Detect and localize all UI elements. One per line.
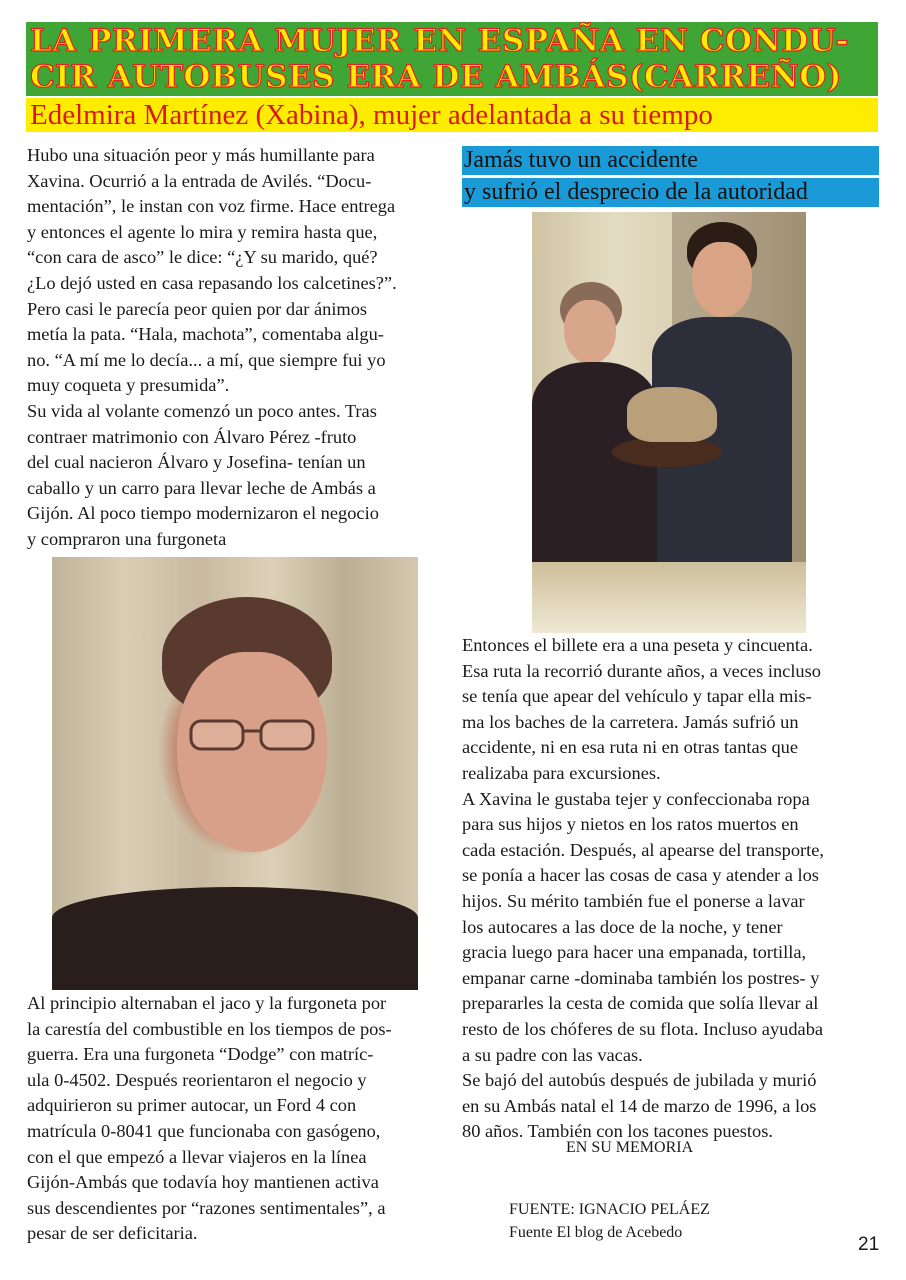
text-line: Su vida al volante comenzó un poco antes. Tras — [27, 400, 377, 421]
text-line: cada estación. Después, al apearse del transporte, — [462, 839, 825, 860]
text-line: metía la pata. “Hala, machota”, comentaba algu- — [27, 324, 384, 345]
text-line: accidente, ni en esa ruta ni en otras tantas que — [462, 737, 798, 758]
text-line: caballo y un carro para llevar leche de Ambás a — [27, 477, 376, 498]
text-line: realizaba para excursiones. — [462, 762, 661, 783]
left-column-bottom-text — [27, 991, 392, 1247]
text-line: A Xavina le gustaba tejer y confeccionaba ropa — [462, 788, 810, 809]
text-line: empanar carne -dominaba también los postres- y — [462, 967, 820, 988]
text-line: mentación”, le instan con voz firme. Hace entrega — [27, 196, 396, 217]
text-line: Esa ruta la recorrió durante años, a veces incluso — [462, 660, 821, 681]
highlight-line-1: Jamás tuvo un accidente — [464, 147, 698, 173]
text-line: en su Ambás natal el 14 de marzo de 1996, a los — [462, 1095, 817, 1116]
photo-woman-face — [564, 300, 616, 364]
photo-man-face — [692, 242, 752, 317]
right-column-text — [462, 633, 824, 1145]
source-credit: FUENTE: IGNACIO PELÁEZ — [509, 1201, 710, 1218]
text-line: gracia luego para hacer una empanada, tortilla, — [462, 942, 807, 963]
text-line: sus descendientes por “razones sentimentales”, a — [27, 1197, 386, 1218]
blog-credit: Fuente El blog de Acebedo — [509, 1224, 683, 1241]
text-line: y compraron una furgoneta — [27, 528, 227, 549]
text-line: se ponía a hacer las cosas de casa y atender a los — [462, 865, 819, 886]
photo-glasses — [187, 717, 317, 753]
text-line: los autocares a las doce de la noche, y tener — [462, 916, 783, 937]
page-number: 21 — [858, 1234, 880, 1255]
highlight-bar-2 — [462, 178, 879, 207]
text-line: para sus hijos y nietos en los ratos muertos en — [462, 814, 799, 835]
text-line: ma los baches de la carretera. Jamás sufrió un — [462, 711, 799, 732]
text-line: y entonces el agente lo mira y remira hasta que, — [27, 221, 378, 242]
subtitle-band — [26, 98, 878, 132]
title-band — [26, 22, 878, 96]
text-line: muy coqueta y presumida”. — [27, 375, 230, 396]
text-line: Se bajó del autobús después de jubilada y murió — [462, 1070, 817, 1091]
text-line: Hubo una situación peor y más humillante para — [27, 145, 375, 165]
headline-line-1: LA PRIMERA MUJER EN ESPAÑA EN CONDU- — [30, 23, 850, 59]
photo-flowers — [532, 562, 806, 633]
text-line: 80 años. También con los tacones puestos. — [462, 1121, 773, 1142]
portrait-photo — [52, 557, 418, 990]
text-line: hijos. Su mérito también fue el ponerse a lavar — [462, 890, 805, 911]
text-line: Gijón-Ambás que todavía hoy mantienen activa — [27, 1172, 379, 1193]
text-line: del cual nacieron Álvaro y Josefina- tenían un — [27, 452, 366, 473]
text-line: pesar de ser deficitaria. — [27, 1223, 198, 1244]
text-line: Gijón. Al poco tiempo modernizaron el negocio — [27, 503, 379, 524]
left-column-top-text — [27, 143, 397, 553]
text-line: adquirieron su primer autocar, un Ford 4 con — [27, 1095, 357, 1116]
text-line: Pero casi le parecía peor quien por dar ánimos — [27, 298, 368, 319]
text-line: ula 0-4502. Después reorientaron el negocio y — [27, 1069, 367, 1090]
text-line: contraer matrimonio con Álvaro Pérez -fruto — [27, 426, 357, 447]
text-line: “con cara de asco” le dice: “¿Y su marido, qué? — [27, 247, 378, 268]
headline-line-2: CIR AUTOBUSES ERA DE AMBÁS(CARREÑO) — [30, 59, 842, 95]
memorial-note: EN SU MEMORIA — [566, 1139, 694, 1156]
highlight-line-2: y sufrió el desprecio de la autoridad — [464, 179, 808, 205]
text-line: prepararles la cesta de comida que solía llevar al — [462, 993, 819, 1014]
text-line: la carestía del combustible en los tiempos de pos- — [27, 1018, 392, 1039]
text-line: resto de los chóferes de su flota. Incluso ayudaba — [462, 1018, 824, 1039]
award-photo — [532, 212, 806, 633]
text-line: a su padre con las vacas. — [462, 1044, 643, 1065]
text-line: con el que empezó a llevar viajeros en la línea — [27, 1146, 367, 1167]
text-line: Al principio alternaban el jaco y la furgoneta por — [27, 993, 387, 1013]
photo-dress — [52, 887, 418, 990]
text-line: se tenía que apear del vehículo y tapar ella mis- — [462, 686, 812, 707]
trophy-horse — [627, 387, 717, 442]
text-line: matrícula 0-8041 que funcionaba con gasógeno, — [27, 1120, 381, 1141]
text-line: Entonces el billete era a una peseta y cincuenta. — [462, 635, 813, 655]
text-line: Xavina. Ocurrió a la entrada de Avilés. “Docu- — [27, 170, 372, 191]
text-line: ¿Lo dejó usted en casa repasando los calcetines?”. — [27, 272, 397, 293]
text-line: guerra. Era una furgoneta “Dodge” con matríc- — [27, 1044, 374, 1065]
text-line: no. “A mí me lo decía... a mí, que siempre fui yo — [27, 349, 386, 370]
subtitle: Edelmira Martínez (Xabina), mujer adelantada a su tiempo — [30, 99, 713, 131]
highlight-bar-1 — [462, 146, 879, 175]
